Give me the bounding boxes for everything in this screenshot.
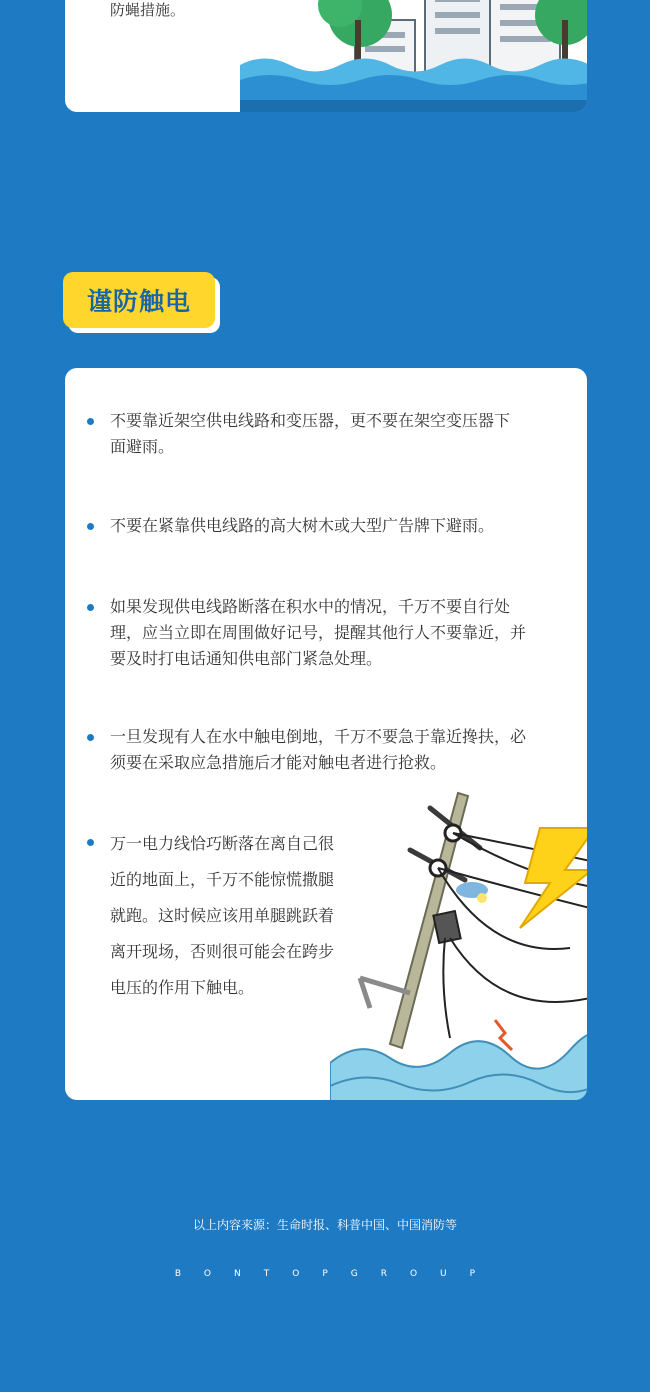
bullet-dot-icon [87,604,94,611]
flooded-city-illustration [240,0,587,112]
tip-text: 面避雨。 [110,437,175,456]
bullet-dot-icon [87,418,94,425]
previous-section-card [65,0,587,112]
tip-item [110,594,526,672]
bullet-dot-icon [87,734,94,741]
tip-text: 须要在采取应急措施后才能对触电者进行抢救。 [110,753,447,772]
bullet-dot-icon [87,839,94,846]
tip-item [110,826,334,1006]
lightning-bolt-icon [520,828,587,928]
tip-text: 不要在紧靠供电线路的高大树木或大型广告牌下避雨。 [110,516,495,535]
fallen-power-pole-illustration [330,788,587,1100]
tip-text: 不要靠近架空供电线路和变压器，更不要在架空变压器下 [110,411,511,430]
tip-text: 近的地面上，千万不能惊慌撒腿 [110,870,335,889]
section-title: 谨防触电 [86,287,191,316]
tip-text: 万一电力线恰巧断落在离自己很 [110,834,335,853]
tip-text: 要及时打电话通知供电部门紧急处理。 [110,649,383,668]
tip-text: 理，应当立即在周围做好记号，提醒其他行人不要靠近，并 [110,623,527,642]
tip-text: 一旦发现有人在水中触电倒地，千万不要急于靠近搀扶，必 [110,727,527,746]
previous-section-text: 防蝇措施。 [110,1,186,19]
tip-item [110,724,526,776]
tip-item [110,513,494,539]
content-source-note: 以上内容来源：生命时报、科普中国、中国消防等 [192,1218,457,1232]
tip-item [110,408,510,460]
electrocution-tips-card [65,368,587,1100]
tip-text: 电压的作用下触电。 [110,978,255,997]
tip-text: 就跑。这时候应该用单腿跳跃着 [110,906,335,925]
section-title-tab [63,272,215,328]
tip-text: 离开现场，否则很可能会在跨步 [110,942,335,961]
tip-text: 如果发现供电线路断落在积水中的情况，千万不要自行处 [110,597,511,616]
bullet-dot-icon [87,523,94,530]
brand-wordmark: BONTOPGROUP [174,1269,499,1279]
